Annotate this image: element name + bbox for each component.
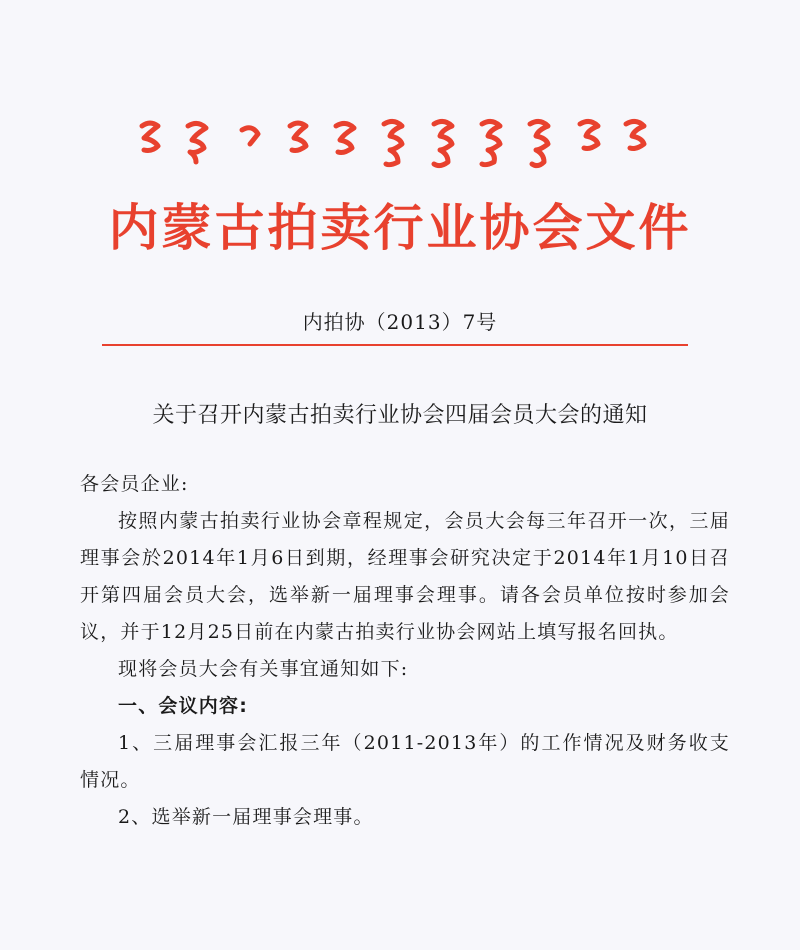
body-paragraph: 现将会员大会有关事宜通知如下: <box>118 658 409 680</box>
salutation: 各会员企业: <box>80 473 189 495</box>
section-heading: 一、会议内容: <box>118 695 248 717</box>
mongolian-script-graphic <box>130 112 670 182</box>
document-number: 内拍协（2013）7号 <box>302 310 498 334</box>
notice-title: 关于召开内蒙古拍卖行业协会四届会员大会的通知 <box>152 403 648 428</box>
list-item: 1、三届理事会汇报三年（2011-2013年）的工作情况及财务收支情况。 <box>80 732 730 791</box>
org-document-title: 内蒙古拍卖行业协会文件 <box>108 199 692 257</box>
red-divider-line <box>102 344 688 346</box>
list-item: 2、选举新一届理事会理事。 <box>118 806 374 828</box>
body-paragraph: 按照内蒙古拍卖行业协会章程规定，会员大会每三年召开一次，三届理事会於2014年1月6日到期，经理事会研究决定于2014年1月10日召开第四届会员大会，选举新一届理事会理事。请各会员单位按时参加会议，并于12月25日前在内蒙古拍卖行业协会网站上填写报名回执。 <box>80 510 730 643</box>
mongolian-script-header <box>130 112 670 182</box>
notice-body <box>80 466 730 836</box>
